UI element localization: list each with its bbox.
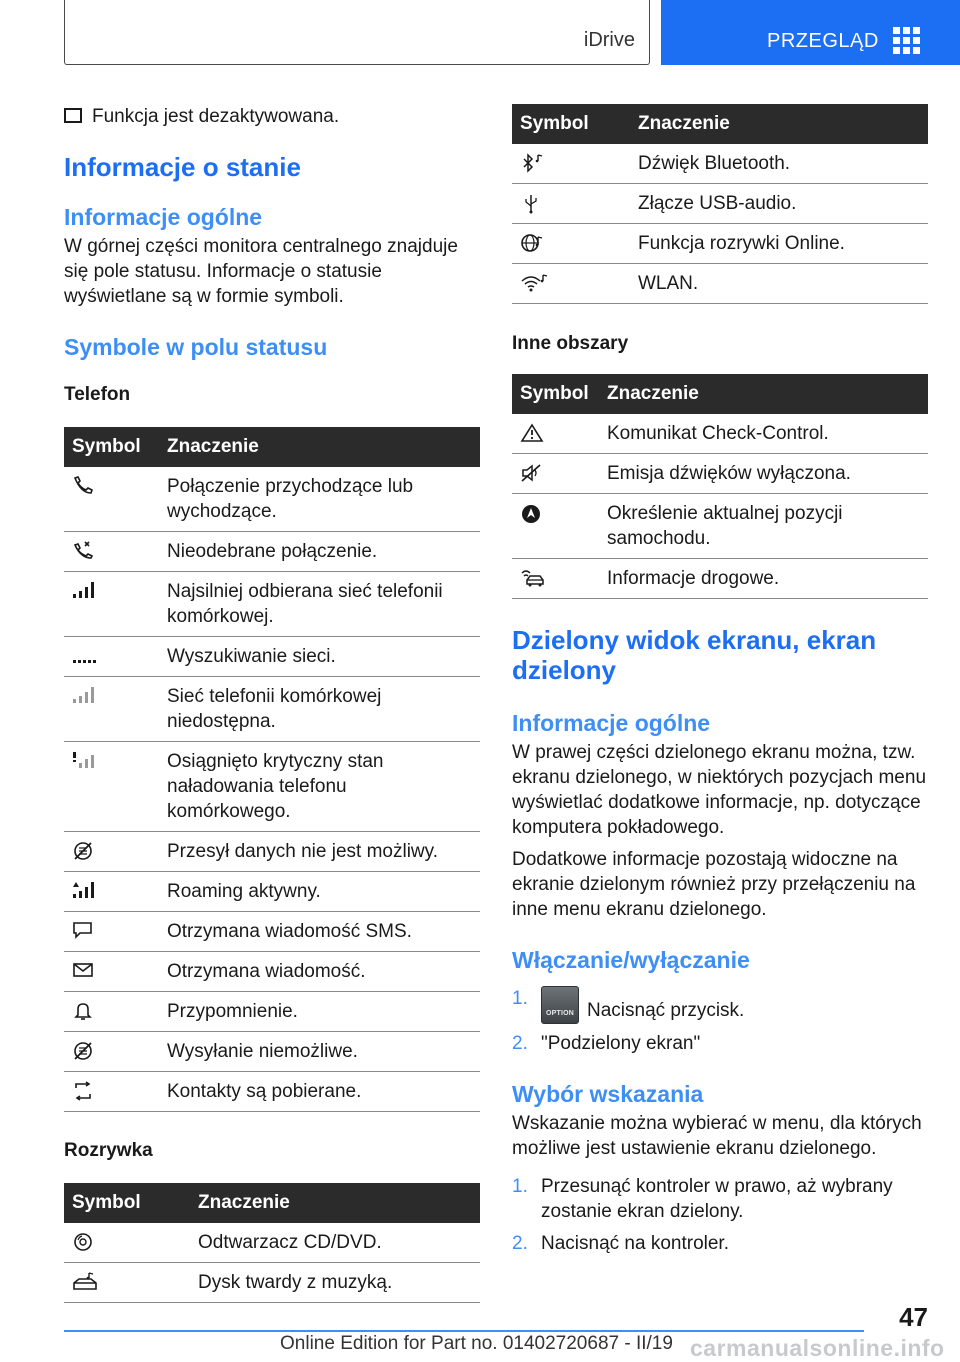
table-row: Dźwięk Bluetooth.	[512, 144, 928, 184]
signal-full-icon	[72, 581, 98, 599]
usb-audio-icon	[520, 193, 542, 215]
table-row: Złącze USB-audio.	[512, 184, 928, 224]
heading-other-areas: Inne obszary	[512, 333, 629, 354]
signal-none-icon	[72, 686, 98, 704]
heading-on-off: Włączanie/wyłączanie	[512, 947, 750, 973]
list-item: 1. OPTION Nacisnąć przycisk.	[512, 986, 928, 1024]
table-row: WLAN.	[512, 264, 928, 304]
other-symbol-table	[512, 374, 928, 599]
heading-general-info: Informacje ogólne	[64, 204, 263, 230]
bluetooth-audio-icon	[520, 153, 546, 173]
select-paragraph: Wskazanie można wybierać w menu, dla których możliwe jest ustawienie ekranu dzielonego.	[512, 1113, 922, 1159]
network-search-icon	[72, 646, 98, 664]
header-chapter-title: PRZEGLĄD	[767, 30, 879, 52]
warning-triangle-icon	[520, 423, 544, 443]
table-row: Przesył danych nie jest możliwy.	[64, 832, 480, 872]
general-paragraph: W górnej części monitora centralnego znajduje się pole statusu. Informacje o statusie wyświetlane są w formie symboli.	[64, 236, 458, 307]
entertainment-symbol-table	[64, 1183, 480, 1303]
table-row: Kontakty są pobierane.	[64, 1072, 480, 1112]
table-header	[512, 104, 928, 144]
list-item: 2. "Podzielony ekran"	[512, 1033, 701, 1054]
col-meaning: Znaczenie	[159, 427, 480, 467]
heading-status-symbols: Symbole w polu statusu	[64, 334, 328, 360]
header-section-box	[64, 0, 650, 65]
page-number: 47	[899, 1302, 928, 1332]
table-row: Roaming aktywny.	[64, 872, 480, 912]
table-row: Osiągnięto krytyczny stan naładowania telefonu komórkowego.	[64, 742, 480, 832]
missed-call-icon	[72, 541, 94, 559]
sms-icon	[72, 921, 94, 939]
data-blocked-icon	[72, 841, 94, 861]
header-section-title: iDrive	[583, 29, 635, 51]
table-row: Emisja dźwięków wyłączona.	[512, 454, 928, 494]
heading-general-info-2: Informacje ogólne	[512, 710, 711, 736]
col-meaning: Znaczenie	[630, 104, 928, 144]
col-symbol: Symbol	[64, 1183, 190, 1223]
traffic-info-icon	[520, 568, 548, 588]
table-row: Wysyłanie niemożliwe.	[64, 1032, 480, 1072]
grid-menu-icon	[893, 27, 923, 55]
hard-disk-music-icon	[72, 1272, 98, 1292]
left-column	[64, 104, 480, 1303]
table-row: Połączenie przychodzące lub wychodzące.	[64, 467, 480, 532]
empty-checkbox-icon	[64, 108, 82, 123]
table-row: Odtwarzacz CD/DVD.	[64, 1223, 480, 1263]
table-row: Otrzymana wiadomość.	[64, 952, 480, 992]
contacts-download-icon	[72, 1081, 94, 1101]
table-row: Dysk twardy z muzyką.	[64, 1263, 480, 1303]
online-entertainment-icon	[520, 233, 544, 253]
table-row: Nieodebrane połączenie.	[64, 532, 480, 572]
heading-split-screen: Dzielony widok ekranu, ekran dzielony	[512, 625, 877, 685]
header-chapter-tab[interactable]	[661, 0, 960, 65]
list-item: 2. Nacisnąć na kontroler.	[512, 1233, 729, 1254]
wlan-icon	[520, 273, 548, 293]
table-row: Określenie aktualnej pozycji samochodu.	[512, 494, 928, 559]
col-meaning: Znaczenie	[190, 1183, 480, 1223]
entertainment-symbol-table-continued	[512, 104, 928, 304]
select-steps	[512, 1174, 928, 1256]
split-paragraph-1: W prawej części dzielonego ekranu można, tzw. ekranu dzielonego, w niektórych pozycjach menu wyświetlać dodatkowe informacje, np. dotyczące komputera pokładowego.	[512, 742, 927, 838]
col-symbol: Symbol	[64, 427, 159, 467]
table-row: Informacje drogowe.	[512, 559, 928, 599]
footer-edition: Online Edition for Part no. 01402720687 - II/19	[280, 1333, 673, 1354]
table-row: Komunikat Check-Control.	[512, 414, 928, 454]
bell-icon	[72, 1001, 94, 1021]
table-header	[64, 1183, 480, 1223]
table-row: Otrzymana wiadomość SMS.	[64, 912, 480, 952]
heading-entertainment: Rozrywka	[64, 1140, 153, 1161]
list-item: 1. Przesunąć kontroler w prawo, aż wybrany zostanie ekran dzielony.	[512, 1176, 893, 1222]
footer-divider	[64, 1330, 864, 1332]
table-row: Wyszukiwanie sieci.	[64, 637, 480, 677]
table-row: Najsilniej odbierana sieć telefonii komórkowej.	[64, 572, 480, 637]
cd-dvd-icon	[72, 1232, 94, 1252]
col-meaning: Znaczenie	[599, 374, 928, 414]
heading-status-info: Informacje o stanie	[64, 152, 301, 182]
col-symbol: Symbol	[512, 374, 599, 414]
send-blocked-icon	[72, 1041, 94, 1061]
phone-symbol-table	[64, 427, 480, 1112]
phone-call-icon	[72, 476, 94, 494]
table-row: Przypomnienie.	[64, 992, 480, 1032]
deactivated-line: Funkcja jest dezaktywowana.	[64, 104, 480, 129]
sound-off-icon	[520, 463, 544, 483]
split-paragraph-2: Dodatkowe informacje pozostają widoczne na ekranie dzielonym również przy przełączeniu na inne menu ekranu dzielonego.	[512, 849, 916, 920]
gps-position-icon	[520, 503, 542, 525]
battery-critical-icon	[72, 751, 98, 769]
table-row: Funkcja rozrywki Online.	[512, 224, 928, 264]
watermark: carmanualsonline.info	[690, 1335, 945, 1361]
on-off-steps	[512, 986, 928, 1056]
col-symbol: Symbol	[512, 104, 630, 144]
envelope-icon	[72, 961, 94, 979]
right-column	[512, 104, 928, 1256]
roaming-icon	[72, 881, 98, 899]
heading-select-display: Wybór wskazania	[512, 1081, 704, 1107]
option-button-icon: OPTION	[541, 986, 579, 1024]
table-row: Sieć telefonii komórkowej niedostępna.	[64, 677, 480, 742]
table-header	[512, 374, 928, 414]
table-header	[64, 427, 480, 467]
heading-phone: Telefon	[64, 384, 131, 405]
